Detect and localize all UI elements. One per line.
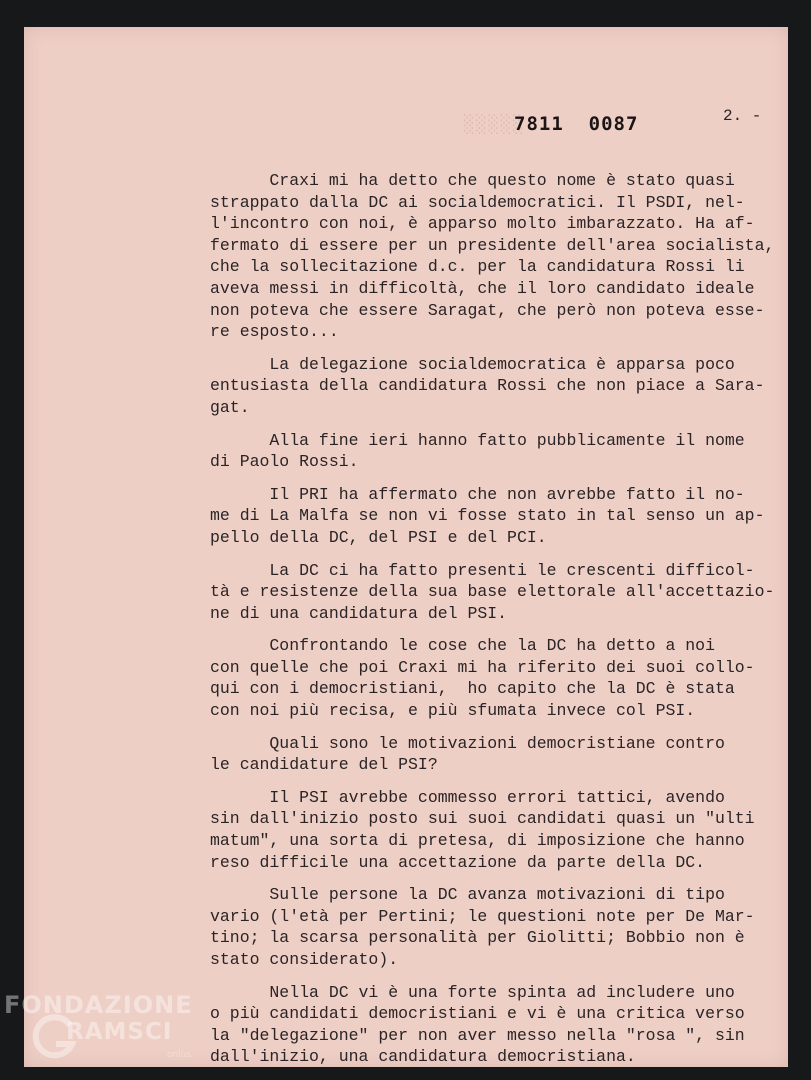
- text-line: reso difficile una accettazione da parte della DC.: [210, 852, 706, 872]
- text-line: Sulle persone la DC avanza motivazioni di tipo: [210, 885, 725, 905]
- text-line: pello della DC, del PSI e del PCI.: [210, 527, 547, 547]
- paragraph: [210, 354, 770, 419]
- text-line: La DC ci ha fatto presenti le crescenti difficol-: [210, 560, 755, 580]
- text-line: Quali sono le motivazioni democristiane contro: [210, 733, 725, 753]
- text-line: vario (l'età per Pertini; le questioni note per De Mar-: [210, 906, 755, 926]
- watermark-line1: FONDAZIONE: [4, 991, 193, 1019]
- text-line: Il PRI ha affermato che non avrebbe fatto il no-: [210, 484, 745, 504]
- paragraph: [210, 560, 775, 625]
- paragraph: [210, 884, 770, 970]
- text-line: re esposto...: [210, 322, 339, 342]
- text-line: la "delegazione" per non aver messo nella "rosa ", sin: [210, 1025, 745, 1045]
- text-line: Nella DC vi è una forte spinta ad includere uno: [210, 982, 735, 1002]
- text-line: sin dall'inizio posto sui suoi candidati quasi un "ulti: [210, 809, 755, 829]
- document-number: 7811 0087: [514, 113, 639, 135]
- text-line: dall'inizio, una candidatura democristiana.: [210, 1047, 636, 1067]
- paragraph: [210, 635, 770, 721]
- text-line: stato considerato).: [210, 950, 399, 969]
- text-line: matum", una sorta di pretesa, di imposizione che hanno: [210, 831, 745, 851]
- watermark-line2: RAMSCI: [66, 1019, 173, 1045]
- paragraph: [210, 733, 770, 776]
- text-line: con quelle che poi Craxi mi ha riferito dei suoi collo-: [210, 657, 755, 677]
- paragraph: [210, 787, 770, 873]
- text-line: entusiasta della candidatura Rossi che non piace a Sara-: [210, 376, 765, 396]
- text-line: Craxi mi ha detto che questo nome è stato quasi: [210, 171, 735, 190]
- text-line: l'incontro con noi, è apparso molto imbarazzato. Ha af-: [210, 214, 755, 234]
- text-line: qui con i democristiani, ho capito che la DC è stata: [210, 679, 735, 699]
- letter-body: [210, 170, 775, 1079]
- bleed-through-stamp: ░░░░░: [464, 115, 526, 135]
- text-line: aveva messi in difficoltà, che il loro candidato ideale: [210, 278, 755, 298]
- fondazione-gramsci-watermark: [4, 991, 204, 1071]
- text-line: tino; la scarsa personalità per Giolitti; Bobbio non è: [210, 928, 745, 948]
- text-line: strappato dalla DC ai socialdemocratici. Il PSDI, nel-: [210, 192, 745, 212]
- watermark-onlus: onlus: [167, 1050, 192, 1060]
- page-number: 2. -: [723, 107, 762, 125]
- text-line: gat.: [210, 397, 250, 417]
- text-line: che la sollecitazione d.c. per la candidatura Rossi li: [210, 257, 745, 277]
- text-line: tà e resistenze della sua base elettorale all'accettazio-: [210, 582, 775, 602]
- text-line: con noi più recisa, e più sfumata invece col PSI.: [210, 701, 696, 721]
- text-line: non poteva che essere Saragat, che però non poteva esse-: [210, 300, 765, 320]
- paragraph: [210, 430, 770, 473]
- text-line: La delegazione socialdemocratica è apparsa poco: [210, 354, 735, 374]
- text-line: fermato di essere per un presidente dell'area socialista,: [210, 235, 775, 255]
- text-line: le candidature del PSI?: [210, 755, 438, 775]
- text-line: o più candidati democristiani e vi è una critica verso: [210, 1004, 745, 1024]
- text-line: di Paolo Rossi.: [210, 452, 359, 472]
- text-line: ne di una candidatura del PSI.: [210, 603, 508, 623]
- text-line: Confrontando le cose che la DC ha detto a noi: [210, 636, 715, 656]
- text-line: Alla fine ieri hanno fatto pubblicamente il nome: [210, 430, 745, 450]
- paragraph: [210, 170, 775, 343]
- text-line: me di La Malfa se non vi fosse stato in tal senso un ap-: [210, 506, 765, 526]
- paragraph: [210, 484, 770, 549]
- paragraph: [210, 982, 770, 1068]
- text-line: Il PSI avrebbe commesso errori tattici, avendo: [210, 787, 725, 807]
